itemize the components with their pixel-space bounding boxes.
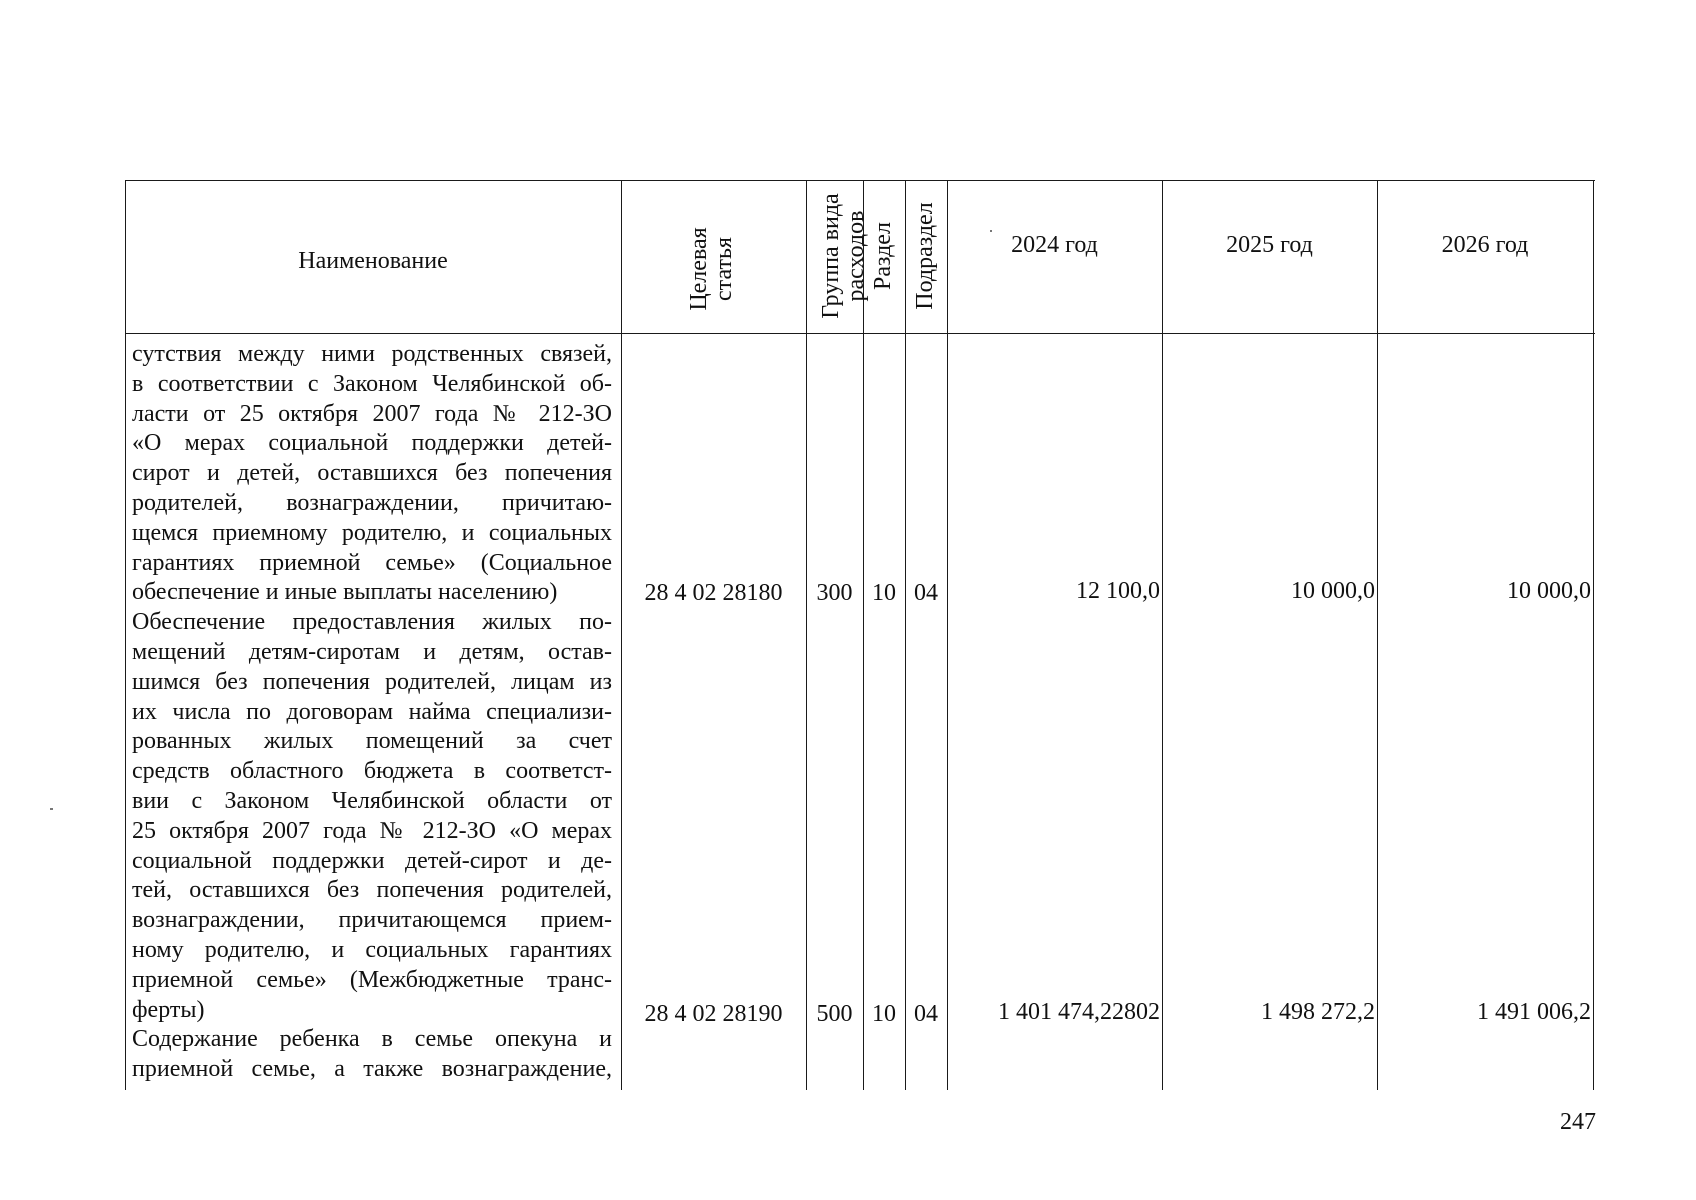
header-year-2024: 2024 год: [1011, 232, 1098, 258]
row1-2026: 10 000,0: [1507, 578, 1591, 604]
name-line: Обеспечение предоставления жилых по-: [132, 609, 612, 636]
name-line: шимся без попечения родителей, лицам из: [132, 668, 612, 695]
name-line: сутствия между ними родственных связей,: [132, 341, 612, 367]
row2-subsection: 04: [914, 1001, 938, 1027]
header-target-article: [687, 209, 739, 329]
header-group-line1: Группа вида: [818, 193, 844, 319]
header-subsection: Подраздел: [912, 202, 938, 310]
row2-2025: 1 498 272,2: [1261, 999, 1375, 1025]
name-line: щемся приемному родителю, и социальных: [132, 519, 612, 546]
scan-speck: [990, 230, 992, 232]
col-border-4: [905, 180, 906, 1090]
name-line: средств областного бюджета в соответст-: [132, 758, 612, 785]
row2-target: 28 4 02 28190: [644, 1001, 783, 1027]
page-number: 247: [1560, 1109, 1596, 1135]
header-bottom-border: [125, 333, 1595, 334]
col-border-7: [1377, 180, 1378, 1090]
row1-2025: 10 000,0: [1291, 578, 1375, 604]
name-line: тей, оставшихся без попечения родителей,: [132, 877, 612, 904]
name-line: ферты): [132, 996, 205, 1023]
name-line: приемной семье, а также вознаграждение,: [132, 1056, 612, 1083]
name-line: мещений детям-сиротам и детям, остав-: [132, 638, 612, 665]
row2-2026: 1 491 006,2: [1477, 999, 1591, 1025]
col-border-6: [1162, 180, 1163, 1090]
name-line: в соответствии с Законом Челябинской об-: [132, 370, 612, 397]
row2-group: 500: [816, 1001, 853, 1027]
col-border-0: [125, 180, 126, 1090]
header-target-line2: статья: [711, 237, 737, 301]
name-line: вии с Законом Челябинской области от: [132, 787, 612, 814]
name-line: вознаграждении, причитающемся прием-: [132, 907, 612, 934]
row1-target: 28 4 02 28180: [644, 580, 783, 606]
name-line: родителей, вознаграждении, причитаю-: [132, 489, 612, 516]
name-line: рованных жилых помещений за счет: [132, 728, 612, 755]
name-line: 25 октября 2007 года № 212-ЗО «О мерах: [132, 817, 612, 844]
name-line: сирот и детей, оставшихся без попечения: [132, 460, 612, 487]
header-year-2025: 2025 год: [1226, 232, 1313, 258]
col-border-2: [806, 180, 807, 1090]
header-year-2026: 2026 год: [1441, 232, 1529, 258]
row1-section: 10: [872, 580, 896, 606]
header-name: Наименование: [298, 248, 448, 274]
row1-group: 300: [816, 580, 853, 606]
name-line: Содержание ребенка в семье опекуна и: [132, 1026, 612, 1053]
name-line: обеспечение и иные выплаты населению): [132, 579, 558, 606]
col-border-1: [621, 180, 622, 1090]
header-target-line1: Целевая: [686, 227, 712, 311]
header-expense-group: [819, 181, 871, 331]
row2-2024: 1 401 474,22802: [998, 999, 1160, 1025]
name-line: приемной семье» (Межбюджетные транс-: [132, 966, 612, 993]
header-group-line2: расходов: [843, 210, 869, 302]
name-line: «О мерах социальной поддержки детей-: [132, 430, 612, 457]
header-section: Раздел: [870, 222, 896, 290]
name-line: ласти от 25 октября 2007 года № 212-ЗО: [132, 400, 612, 427]
name-line: гарантиях приемной семье» (Социальное: [132, 549, 612, 576]
name-line: ному родителю, и социальных гарантиях: [132, 936, 612, 963]
col-border-8: [1593, 180, 1594, 1090]
name-column-text: [132, 340, 612, 1085]
scan-speck: [50, 808, 53, 810]
row2-section: 10: [872, 1001, 896, 1027]
budget-table: [125, 180, 1595, 1090]
row1-subsection: 04: [914, 580, 938, 606]
name-line: их числа по договорам найма специализи-: [132, 698, 612, 725]
row1-2024: 12 100,0: [1076, 578, 1160, 604]
col-border-5: [947, 180, 948, 1090]
name-line: социальной поддержки детей-сирот и де-: [132, 847, 612, 874]
